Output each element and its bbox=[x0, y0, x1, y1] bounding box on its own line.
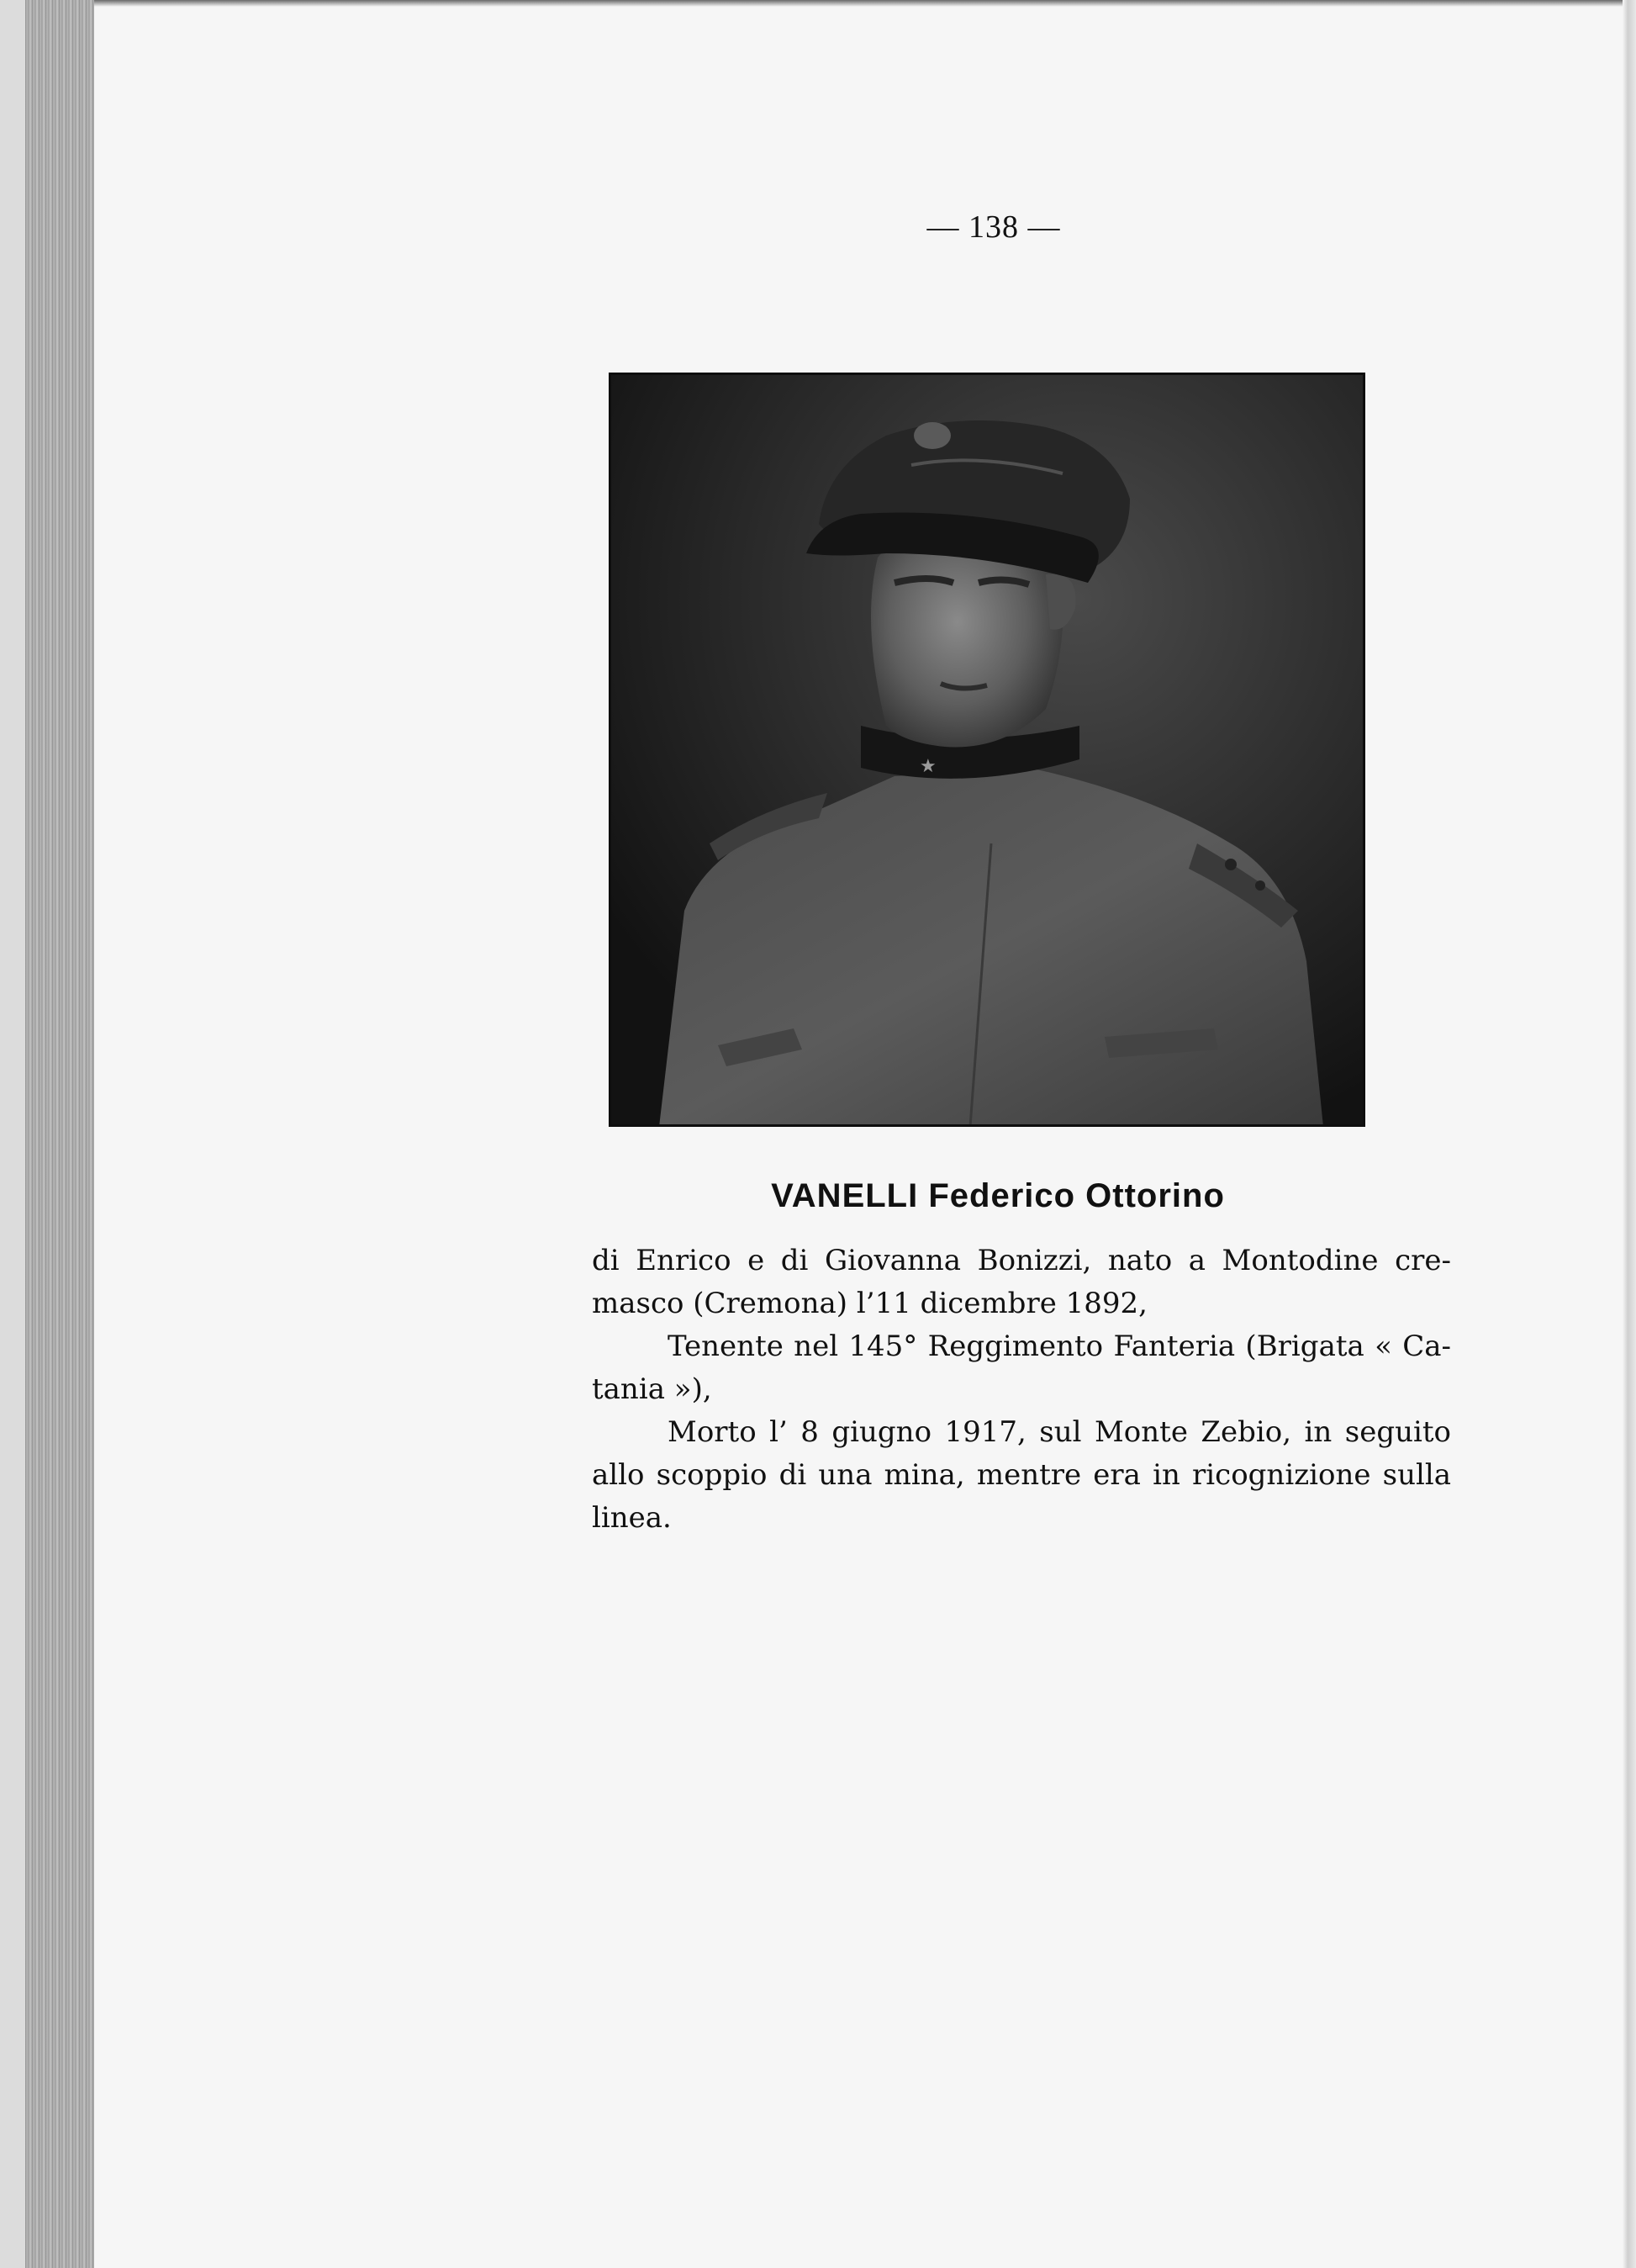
biography-line: tania »), bbox=[592, 1372, 712, 1406]
biography-line: Morto l’ 8 giugno 1917, sul Monte Zebio, in seguito bbox=[668, 1415, 1451, 1449]
biography-line: masco (Cremona) l’11 dicembre 1892, bbox=[592, 1287, 1148, 1320]
scan-shadow-top bbox=[94, 0, 1636, 7]
entry-biography bbox=[592, 1240, 1451, 1540]
entry-name: VANELLI Federico Ottorino bbox=[771, 1177, 1225, 1214]
svg-text:★: ★ bbox=[920, 756, 937, 777]
biography-line: linea. bbox=[592, 1501, 672, 1535]
scan-shadow-right bbox=[1623, 0, 1636, 2268]
page-number: — 138 — bbox=[926, 209, 1061, 245]
biography-line: di Enrico e di Giovanna Bonizzi, nato a Montodine cre- bbox=[592, 1244, 1451, 1277]
portrait-photo bbox=[609, 373, 1365, 1127]
book-page bbox=[94, 0, 1636, 2268]
biography-line: allo scoppio di una mina, mentre era in ricognizione sulla bbox=[592, 1458, 1451, 1492]
biography-line: Tenente nel 145° Reggimento Fanteria (Brigata « Ca- bbox=[668, 1330, 1451, 1363]
portrait-illustration bbox=[609, 373, 1365, 1127]
book-page-edges bbox=[25, 0, 97, 2268]
